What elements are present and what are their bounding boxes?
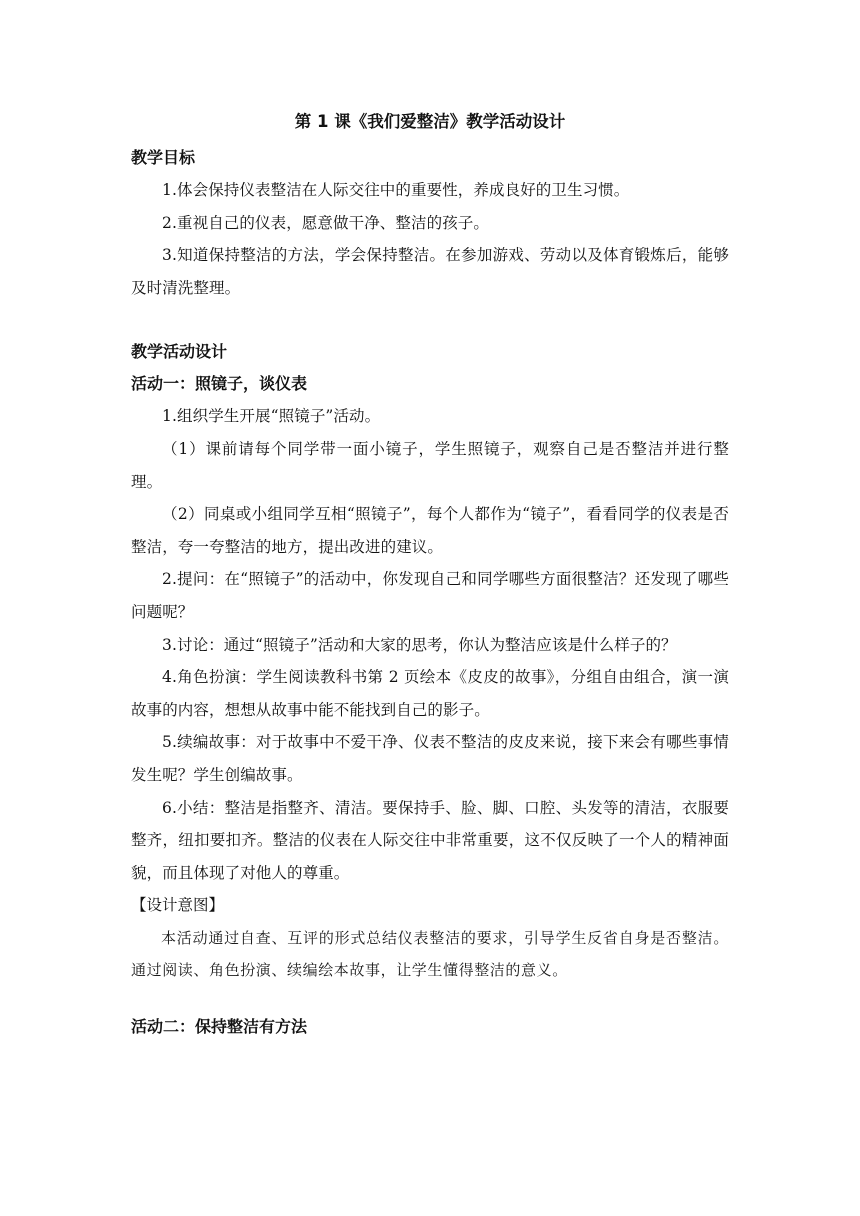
- activity1-heading: 活动一：照镜子，谈仪表: [131, 374, 308, 394]
- goal-item-3: 3.知道保持整洁的方法，学会保持整洁。在参加游戏、劳动以及体育锻炼后，能够及时清洗整理。: [131, 246, 729, 297]
- goals-heading: 教学目标: [131, 148, 196, 167]
- section-spacer: [131, 987, 729, 1011]
- design-intent-text: 本活动通过自查、互评的形式总结仪表整洁的要求，引导学生反省自身是否整洁。通过阅读、角色扮演、续编绘本故事，让学生懂得整洁的意义。: [131, 928, 729, 980]
- activity1-subitem-2: （2）同桌或小组同学互相“照镜子”，每个人都作为“镜子”，看看同学的仪表是否整洁，夸一夸整洁的地方，提出改进的建议。: [131, 505, 729, 556]
- activity1-item-6: 6.小结：整洁是指整齐、清洁。要保持手、脸、脚、口腔、头发等的清洁，衣服要整齐，纽扣要扣齐。整洁的仪表在人际交往中非常重要，这不仅反映了一个人的精神面貌，而且体现了对他人的尊重。: [131, 798, 729, 882]
- activity1-item-5: 5.续编故事：对于故事中不爱干净、仪表不整洁的皮皮来说，接下来会有哪些事情发生呢？学生创编故事。: [131, 733, 729, 784]
- section-spacer: [131, 304, 729, 336]
- activity1-item-3: 3.讨论：通过“照镜子”活动和大家的思考，你认为整洁应该是什么样子的？: [162, 635, 677, 654]
- activity2-heading: 活动二：保持整洁有方法: [131, 1017, 308, 1037]
- document-title: 第 1 课《我们爱整洁》教学活动设计: [294, 112, 566, 131]
- activity1-subitem-1: （1）课前请每个同学带一面小镜子，学生照镜子，观察自己是否整洁并进行整理。: [131, 439, 729, 491]
- design-intent-label: 【设计意图】: [131, 896, 225, 915]
- activity1-item-4: 4.角色扮演：学生阅读教科书第 2 页绘本《皮皮的故事》，分组自由组合，演一演故事的内容，想想从故事中能不能找到自己的影子。: [131, 668, 729, 719]
- document-body: [131, 142, 729, 1043]
- design-heading: 教学活动设计: [131, 342, 228, 362]
- goal-item-1: 1.体会保持仪表整洁在人际交往中的重要性，养成良好的卫生习惯。: [162, 181, 630, 199]
- activity1-item-2: 2.提问：在“照镜子”的活动中，你发现自己和同学哪些方面很整洁？还发现了哪些问题呢？: [131, 570, 729, 621]
- activity1-item-1: 1.组织学生开展“照镜子”活动。: [162, 407, 381, 426]
- goal-item-2: 2.重视自己的仪表，愿意做干净、整洁的孩子。: [162, 213, 489, 232]
